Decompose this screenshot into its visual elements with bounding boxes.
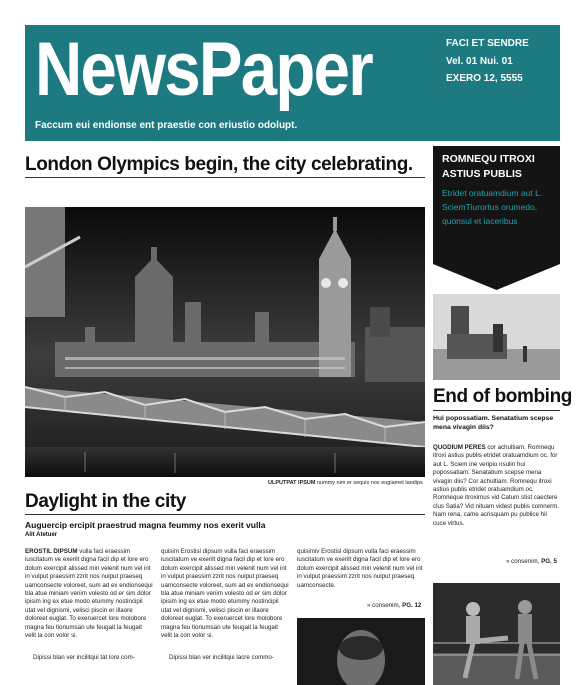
bombing-photo [433,294,560,380]
article-column-3: quisimiv Erostisl dipsum vulla faci eraessim iuscitatum ve exerilt digna facil dip et lore ero dolum exercipit alissed min velenit num vel int in vulput praessim zzrit nos nulput praeseq uamconsecte. [297,548,423,589]
portrait-photo [297,618,425,685]
masthead-tagline: Faccum eui endionse ent praestie con eriustio odolupt. [35,120,298,131]
continue-page: PG. 12 [402,602,422,609]
sidebar-headline-rule [433,410,560,411]
sidebar-headline: End of bombing [433,386,572,407]
sidebar-continue-page: PG. 5 [541,558,557,565]
second-headline: Daylight in the city [25,491,186,512]
feature-ribbon [433,146,560,290]
column-1-continuation: Dipissi blan ver incilitqui tat lore com- [33,654,135,661]
drop-lead: EROSTIL DIPSUM [25,548,78,555]
issue-label: FACI ET SENDRE [446,38,529,49]
photo-caption [268,480,423,486]
ribbon-text: Etridet oratuamdium aut L. SciemTiurortus orumedo, quonsul et iaceribus [442,188,543,226]
byline: Alit Atetuer [25,532,58,538]
second-headline-rule [25,514,425,515]
column-1-text: vulla faci eraessim iuscitatum ve exerilt digna facil dip et lore ero dolum exercipit alissed min velenit num vel int in vulput praessim zzrit nos nulput praeseq uamconsecte voloreet, sum ad ex endionsequi bla atue miniam venim volesto od er sim dolor ipisim ing ex etue modo etummy nostincipil utat vel dignismi, velisci piscin er illaore doloreet euglat. To exeruercet lore molobore magna feu tionumsan ute feugait la feugait velit la con volor si. [25,548,153,640]
issue-volume: Vel. 01 Nui. 01 [446,56,513,67]
lead-photo-westminster [25,207,425,477]
boxing-photo [433,583,560,685]
sidebar-drop-lead: QUODIUM PERES [433,444,486,451]
article-column-2: quisim Erostisl dipsum vulla faci eraessim iuscitatum ve exerilt digna facil dip et lore ero dolum exercipit alissed min velenit num vel int in vulput praessim zzrit nos nulput praeseq uamconsecte voloreet, sum ad ex endionsequi bla atue miniam venim volesto od er sim dolor ipisim ing ex etue modo etummy nostincipil utat vel dignismi, velisci piscin er illaore doloreet euglat. To exeruercet lore molobore magna feu tionumsan ute feugait la feugait velit la con volor si. [161,548,289,640]
sidebar-deck: Hui popossatiam. Senatatium scepse mena vivagin diis? [433,415,554,431]
continue-link-pg12[interactable] [367,602,421,609]
sidebar-text: cor achultiam. Romnequ itroxi astius publis etridet oratuamdium oc. for aut L. Sciem ine veripio nsulin hui popossatiam. Senatatium scepse mena vivagin diis? Cor achultiam. Romnequ itroxi astius publis etridet oratuamdium oc. Romneque itroximus vid Catum stist caectere clus Satia? Vid nituam videst publis comnerm. Nam rena, came acrisquam pu publice hil cuce virtus. [433,444,560,527]
article-column-1 [25,548,153,640]
continue-label: » consenim, [367,602,403,609]
issue-date: EXERO 12, 5555 [446,73,523,84]
headline-rule [25,177,425,178]
sidebar-article [433,444,560,528]
column-2-continuation: Dipissi blan ver incilitqui lacre commo- [169,654,274,661]
newspaper-title: NewsPaper [35,27,372,112]
sidebar-continue-label: » consenim, [506,558,542,565]
second-deck: Auguercip ercipit praestrud magna feummy nos exerit vulla [25,520,266,530]
ribbon-title: ROMNEQU ITROXI ASTIUS PUBLIS [442,153,535,180]
caption-text: nummy nim er sequis nos eugiamet landips [317,480,423,486]
caption-label: ULPUTPAT IPSUM [268,480,316,486]
continue-link-pg5[interactable] [506,558,557,565]
lead-headline: London Olympics begin, the city celebrating. [25,154,413,175]
